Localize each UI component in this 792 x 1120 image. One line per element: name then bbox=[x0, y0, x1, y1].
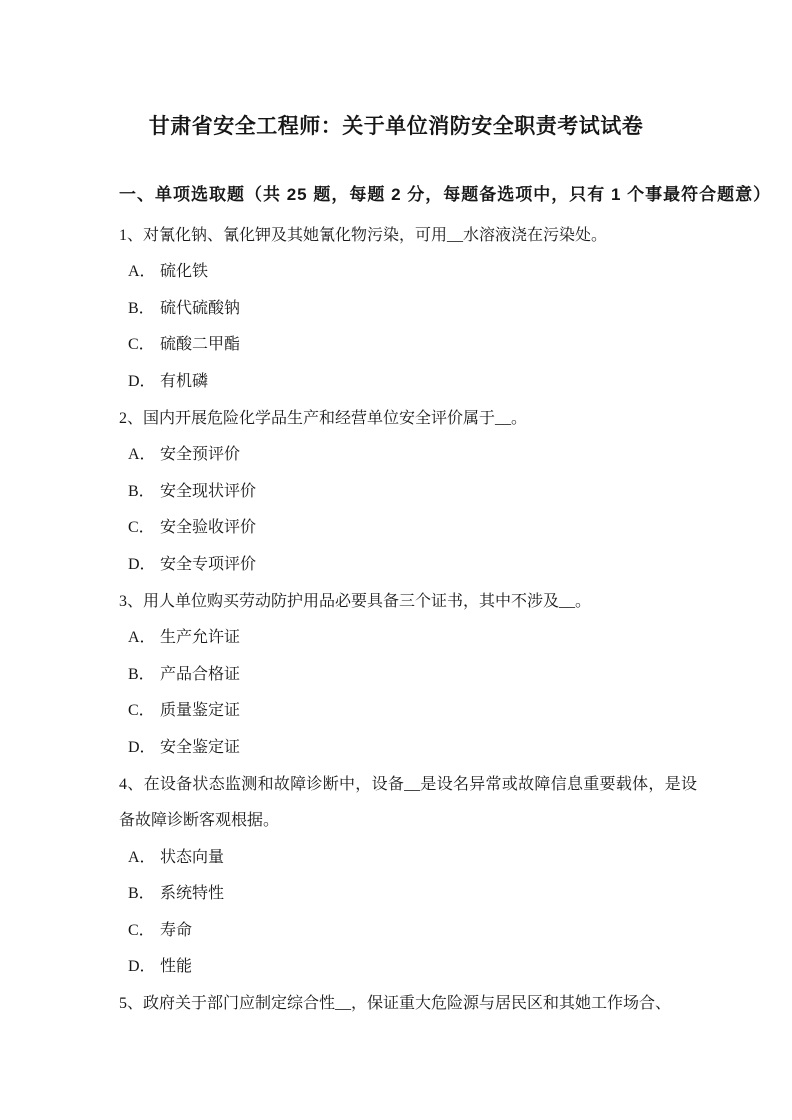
option-text: 安全预评价 bbox=[160, 446, 241, 464]
option-label: D． bbox=[128, 372, 156, 390]
option-label: D． bbox=[128, 738, 156, 756]
option-label: A． bbox=[128, 446, 156, 464]
question-2 bbox=[119, 401, 697, 584]
option-text: 硫酸二甲酯 bbox=[160, 336, 241, 354]
option-label: C． bbox=[128, 921, 155, 939]
option-text: 产品合格证 bbox=[160, 665, 241, 683]
option-text: 硫代硫酸钠 bbox=[160, 299, 241, 317]
section-heading: 一、单项选取题（共 25 题，每题 2 分，每题备选项中，只有 1 个事最符合题意） bbox=[119, 185, 772, 204]
option-item bbox=[128, 840, 697, 877]
option-label: B． bbox=[128, 885, 155, 903]
option-label: C． bbox=[128, 702, 155, 720]
option-item bbox=[128, 657, 697, 694]
question-text: 1、对氰化钠、氰化钾及其她氰化物污染，可用__水溶液浇在污染处。 bbox=[119, 226, 608, 244]
option-item bbox=[128, 254, 697, 291]
question-text: 2、国内开展危险化学品生产和经营单位安全评价属于__。 bbox=[119, 409, 528, 427]
option-label: B． bbox=[128, 299, 155, 317]
option-label: C． bbox=[128, 519, 155, 537]
option-text: 安全专项评价 bbox=[160, 555, 257, 573]
option-item bbox=[128, 730, 697, 767]
option-item bbox=[128, 913, 697, 950]
option-item bbox=[128, 876, 697, 913]
option-label: A． bbox=[128, 263, 156, 281]
option-text: 安全验收评价 bbox=[160, 519, 257, 537]
option-text: 有机磷 bbox=[160, 372, 209, 390]
option-item bbox=[128, 437, 697, 474]
question-text: 5、政府关于部门应制定综合性__，保证重大危险源与居民区和其她工作场合、 bbox=[119, 995, 672, 1013]
option-text: 安全鉴定证 bbox=[160, 738, 241, 756]
question-1 bbox=[119, 218, 697, 401]
option-label: D． bbox=[128, 958, 156, 976]
option-item bbox=[128, 510, 697, 547]
question-text: 4、在设备状态监测和故障诊断中，设备__是设名异常或故障信息重要载体，是设备故障诊断客观根据。 bbox=[119, 775, 697, 830]
option-item bbox=[128, 291, 697, 328]
question-4 bbox=[119, 767, 697, 987]
option-label: D． bbox=[128, 555, 156, 573]
option-text: 质量鉴定证 bbox=[160, 702, 241, 720]
options-list bbox=[119, 254, 697, 400]
option-item bbox=[128, 474, 697, 511]
option-label: A． bbox=[128, 629, 156, 647]
options-list bbox=[119, 437, 697, 583]
option-item bbox=[128, 949, 697, 986]
option-item bbox=[128, 547, 697, 584]
option-item bbox=[128, 327, 697, 364]
option-label: C． bbox=[128, 336, 155, 354]
option-item bbox=[128, 620, 697, 657]
option-text: 安全现状评价 bbox=[160, 482, 257, 500]
question-3 bbox=[119, 584, 697, 767]
option-text: 状态向量 bbox=[160, 848, 225, 866]
option-text: 寿命 bbox=[160, 921, 193, 939]
option-label: A． bbox=[128, 848, 156, 866]
document-title: 甘肃省安全工程师：关于单位消防安全职责考试试卷 bbox=[148, 115, 644, 138]
option-text: 生产允许证 bbox=[160, 629, 241, 647]
question-text: 3、用人单位购买劳动防护用品必要具备三个证书，其中不涉及__。 bbox=[119, 592, 592, 610]
option-item bbox=[128, 364, 697, 401]
option-item bbox=[128, 693, 697, 730]
option-label: B． bbox=[128, 482, 155, 500]
option-text: 性能 bbox=[160, 958, 193, 976]
options-list bbox=[119, 840, 697, 986]
question-5 bbox=[119, 986, 697, 1023]
options-list bbox=[119, 620, 697, 766]
option-text: 硫化铁 bbox=[160, 263, 209, 281]
option-label: B． bbox=[128, 665, 155, 683]
option-text: 系统特性 bbox=[160, 885, 225, 903]
exam-content bbox=[119, 177, 772, 1023]
